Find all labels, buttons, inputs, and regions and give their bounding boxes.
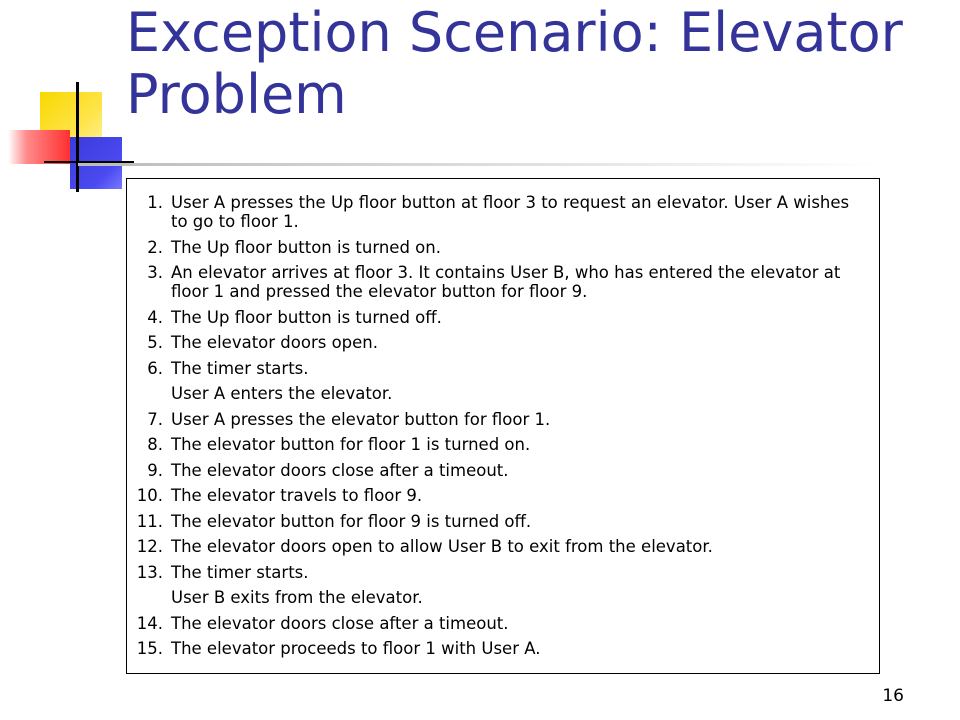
scenario-step <box>127 585 879 611</box>
step-text: User B exits from the elevator. <box>171 588 423 607</box>
red-square-decoration <box>8 130 70 164</box>
step-text: The elevator doors open. <box>171 333 378 352</box>
step-number: 11. <box>136 511 163 531</box>
step-number: 7. <box>147 409 163 429</box>
scenario-list <box>127 190 879 662</box>
step-text: User A presses the Up floor button at floor 3 to request an elevator. User A wishes to go to floor 1. <box>171 193 850 231</box>
scenario-step <box>127 534 879 560</box>
scenario-step <box>127 509 879 535</box>
scenario-step <box>127 190 879 235</box>
step-text: User A enters the elevator. <box>171 384 393 403</box>
scenario-step <box>127 432 879 458</box>
slide-title: Exception Scenario: Elevator Problem <box>126 1 903 126</box>
step-text: An elevator arrives at floor 3. It contains User B, who has entered the elevator at floor 1 and pressed the elevator button for floor 9. <box>171 263 841 301</box>
scenario-step <box>127 381 879 407</box>
step-number: 10. <box>136 486 163 505</box>
page-number: 16 <box>882 686 904 706</box>
step-number: 12. <box>136 537 163 556</box>
step-number: 4. <box>147 307 163 327</box>
step-number: 1. <box>147 193 163 212</box>
scenario-step <box>127 560 879 586</box>
step-text: The elevator doors close after a timeout. <box>171 460 509 480</box>
step-text: The elevator button for floor 1 is turned on. <box>171 435 531 454</box>
scenario-step <box>127 330 879 356</box>
step-text: The elevator doors open to allow User B to exit from the elevator. <box>171 537 713 556</box>
step-number: 14. <box>136 613 163 633</box>
step-number: 13. <box>136 562 163 582</box>
scenario-step <box>127 407 879 433</box>
step-number: 3. <box>147 263 163 282</box>
step-number: 2. <box>147 237 163 257</box>
step-number: 8. <box>147 435 163 454</box>
corner-decoration <box>0 0 130 200</box>
scenario-step <box>127 483 879 509</box>
scenario-step <box>127 260 879 305</box>
scenario-step <box>127 356 879 382</box>
step-text: The elevator button for floor 9 is turned off. <box>171 511 532 531</box>
step-number <box>127 381 171 407</box>
step-number <box>127 585 171 611</box>
step-number: 6. <box>147 358 163 378</box>
vertical-line-decoration <box>76 82 79 192</box>
scenario-step <box>127 305 879 331</box>
step-number: 9. <box>147 460 163 480</box>
step-text: The elevator travels to floor 9. <box>171 486 423 505</box>
step-text: The elevator doors close after a timeout. <box>171 613 509 633</box>
scenario-step <box>127 235 879 261</box>
title-underline <box>78 163 878 166</box>
step-number: 5. <box>147 333 163 352</box>
scenario-box <box>126 178 880 674</box>
step-text: The timer starts. <box>171 562 309 582</box>
step-text: The elevator proceeds to floor 1 with User A. <box>171 639 541 658</box>
scenario-step <box>127 636 879 662</box>
scenario-step <box>127 611 879 637</box>
scenario-step <box>127 458 879 484</box>
step-text: The Up floor button is turned off. <box>171 307 442 327</box>
step-number: 15. <box>136 639 163 658</box>
step-text: User A presses the elevator button for floor 1. <box>171 409 551 429</box>
step-text: The timer starts. <box>171 358 309 378</box>
step-text: The Up floor button is turned on. <box>171 237 441 257</box>
